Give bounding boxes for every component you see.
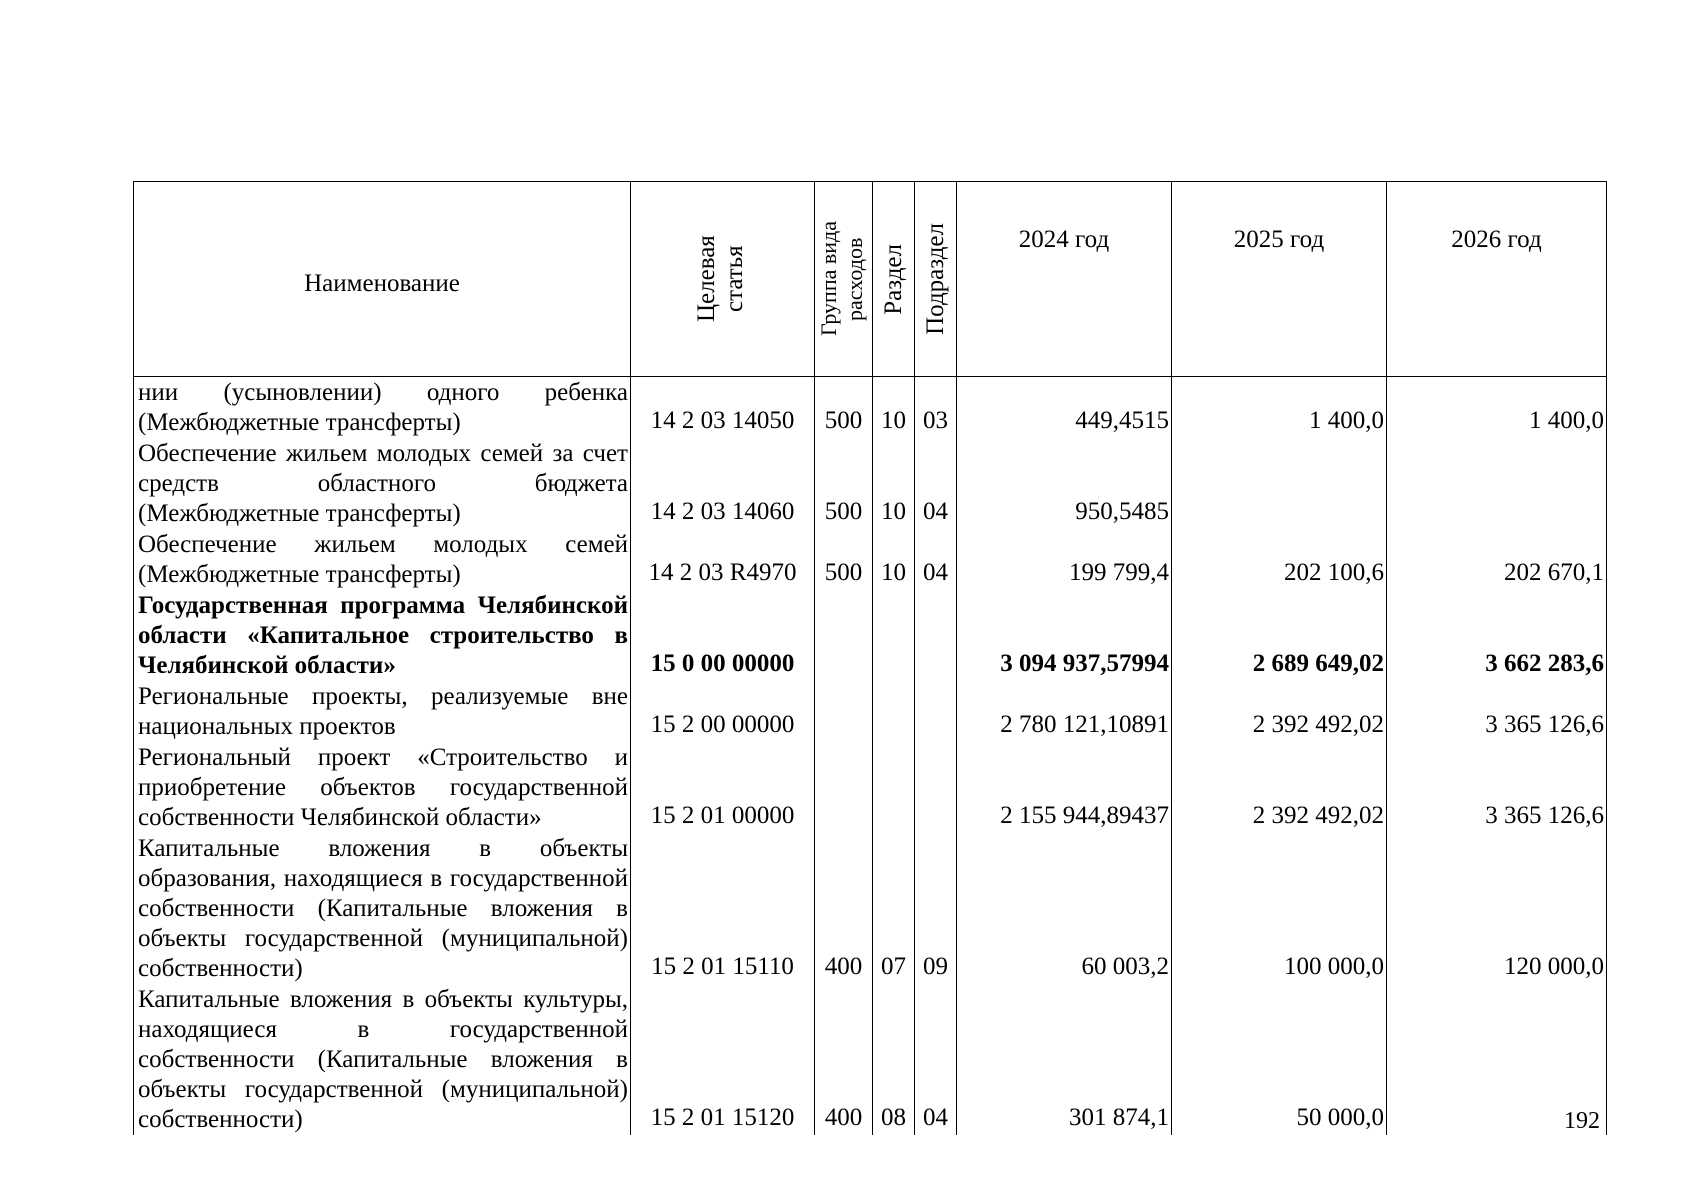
row-2026: 1 400,0 bbox=[1387, 377, 1607, 439]
row-name: Государственная программа Челябинской области «Капитальное строительство в Челябинской области» bbox=[134, 590, 631, 681]
row-section bbox=[873, 590, 915, 681]
row-name: Обеспечение жильем молодых семей (Межбюджетные трансферты) bbox=[134, 529, 631, 590]
row-2026 bbox=[1387, 438, 1607, 529]
row-2024: 60 003,2 bbox=[957, 833, 1172, 984]
row-2024: 301 874,1 bbox=[957, 984, 1172, 1135]
row-subsection: 04 bbox=[915, 984, 957, 1135]
row-group: 500 bbox=[815, 529, 873, 590]
row-2026: 120 000,0 bbox=[1387, 833, 1607, 984]
row-2025: 2 392 492,02 bbox=[1172, 681, 1387, 742]
row-code: 15 2 01 15120 bbox=[631, 984, 815, 1135]
row-code: 15 0 00 00000 bbox=[631, 590, 815, 681]
row-group: 400 bbox=[815, 984, 873, 1135]
row-code: 15 2 01 15110 bbox=[631, 833, 815, 984]
header-code bbox=[631, 182, 815, 377]
row-subsection bbox=[915, 681, 957, 742]
row-2025: 50 000,0 bbox=[1172, 984, 1387, 1135]
row-2024: 3 094 937,57994 bbox=[957, 590, 1172, 681]
header-2025: 2025 год bbox=[1172, 182, 1387, 377]
row-2025: 1 400,0 bbox=[1172, 377, 1387, 439]
row-name: Капитальные вложения в объекты культуры, находящиеся в государственной собственности (Капитальные вложения в объекты государственной (муниципальной) собственности) bbox=[134, 984, 631, 1135]
row-group: 400 bbox=[815, 833, 873, 984]
row-subsection: 04 bbox=[915, 438, 957, 529]
row-subsection bbox=[915, 590, 957, 681]
row-2025: 100 000,0 bbox=[1172, 833, 1387, 984]
row-name: Капитальные вложения в объекты образования, находящиеся в государственной собственности (Капитальные вложения в объекты государственной (муниципальной) собственности) bbox=[134, 833, 631, 984]
row-2026: 202 670,1 bbox=[1387, 529, 1607, 590]
row-group bbox=[815, 681, 873, 742]
row-group bbox=[815, 590, 873, 681]
row-subsection bbox=[915, 742, 957, 833]
row-code: 14 2 03 R4970 bbox=[631, 529, 815, 590]
table-row-program bbox=[134, 590, 1607, 681]
row-2026: 3 365 126,6 bbox=[1387, 681, 1607, 742]
row-2025: 2 392 492,02 bbox=[1172, 742, 1387, 833]
row-2024: 2 155 944,89437 bbox=[957, 742, 1172, 833]
row-section: 08 bbox=[873, 984, 915, 1135]
row-name: нии (усыновлении) одного ребенка (Межбюджетные трансферты) bbox=[134, 377, 631, 439]
table-row bbox=[134, 833, 1607, 984]
row-code: 15 2 01 00000 bbox=[631, 742, 815, 833]
row-2024: 449,4515 bbox=[957, 377, 1172, 439]
header-section-text: Раздел bbox=[879, 243, 907, 315]
header-subsection bbox=[915, 182, 957, 377]
row-section: 07 bbox=[873, 833, 915, 984]
header-2024: 2024 год bbox=[957, 182, 1172, 377]
table-header-row bbox=[134, 182, 1607, 377]
row-name: Обеспечение жильем молодых семей за счет средств областного бюджета (Межбюджетные трансферты) bbox=[134, 438, 631, 529]
row-2024: 950,5485 bbox=[957, 438, 1172, 529]
row-group: 500 bbox=[815, 377, 873, 439]
row-subsection: 04 bbox=[915, 529, 957, 590]
row-section: 10 bbox=[873, 377, 915, 439]
row-2024: 2 780 121,10891 bbox=[957, 681, 1172, 742]
header-group bbox=[815, 182, 873, 377]
row-2025: 202 100,6 bbox=[1172, 529, 1387, 590]
row-2024: 199 799,4 bbox=[957, 529, 1172, 590]
row-name: Региональные проекты, реализуемые вне национальных проектов bbox=[134, 681, 631, 742]
row-code: 15 2 00 00000 bbox=[631, 681, 815, 742]
row-section: 10 bbox=[873, 438, 915, 529]
row-section bbox=[873, 681, 915, 742]
row-group: 500 bbox=[815, 438, 873, 529]
header-subsection-text: Подраздел bbox=[921, 223, 949, 335]
row-code: 14 2 03 14060 bbox=[631, 438, 815, 529]
page-number: 192 bbox=[1564, 1108, 1600, 1134]
header-group-text: Группа вида расходов bbox=[815, 221, 867, 337]
row-2026: 3 662 283,6 bbox=[1387, 590, 1607, 681]
row-group bbox=[815, 742, 873, 833]
table-row bbox=[134, 529, 1607, 590]
table-row bbox=[134, 438, 1607, 529]
header-code-text: Целевая статья bbox=[692, 235, 748, 323]
row-section bbox=[873, 742, 915, 833]
header-name: Наименование bbox=[134, 182, 631, 377]
row-name: Региональный проект «Строительство и приобретение объектов государственной собственности Челябинской области» bbox=[134, 742, 631, 833]
table-row bbox=[134, 681, 1607, 742]
row-2025: 2 689 649,02 bbox=[1172, 590, 1387, 681]
row-2026: 3 365 126,6 bbox=[1387, 742, 1607, 833]
budget-table bbox=[133, 181, 1607, 1135]
header-2026: 2026 год bbox=[1387, 182, 1607, 377]
table-row bbox=[134, 377, 1607, 439]
table-row bbox=[134, 984, 1607, 1135]
row-2025 bbox=[1172, 438, 1387, 529]
row-subsection: 03 bbox=[915, 377, 957, 439]
row-subsection: 09 bbox=[915, 833, 957, 984]
row-section: 10 bbox=[873, 529, 915, 590]
row-code: 14 2 03 14050 bbox=[631, 377, 815, 439]
table-row bbox=[134, 742, 1607, 833]
header-section bbox=[873, 182, 915, 377]
